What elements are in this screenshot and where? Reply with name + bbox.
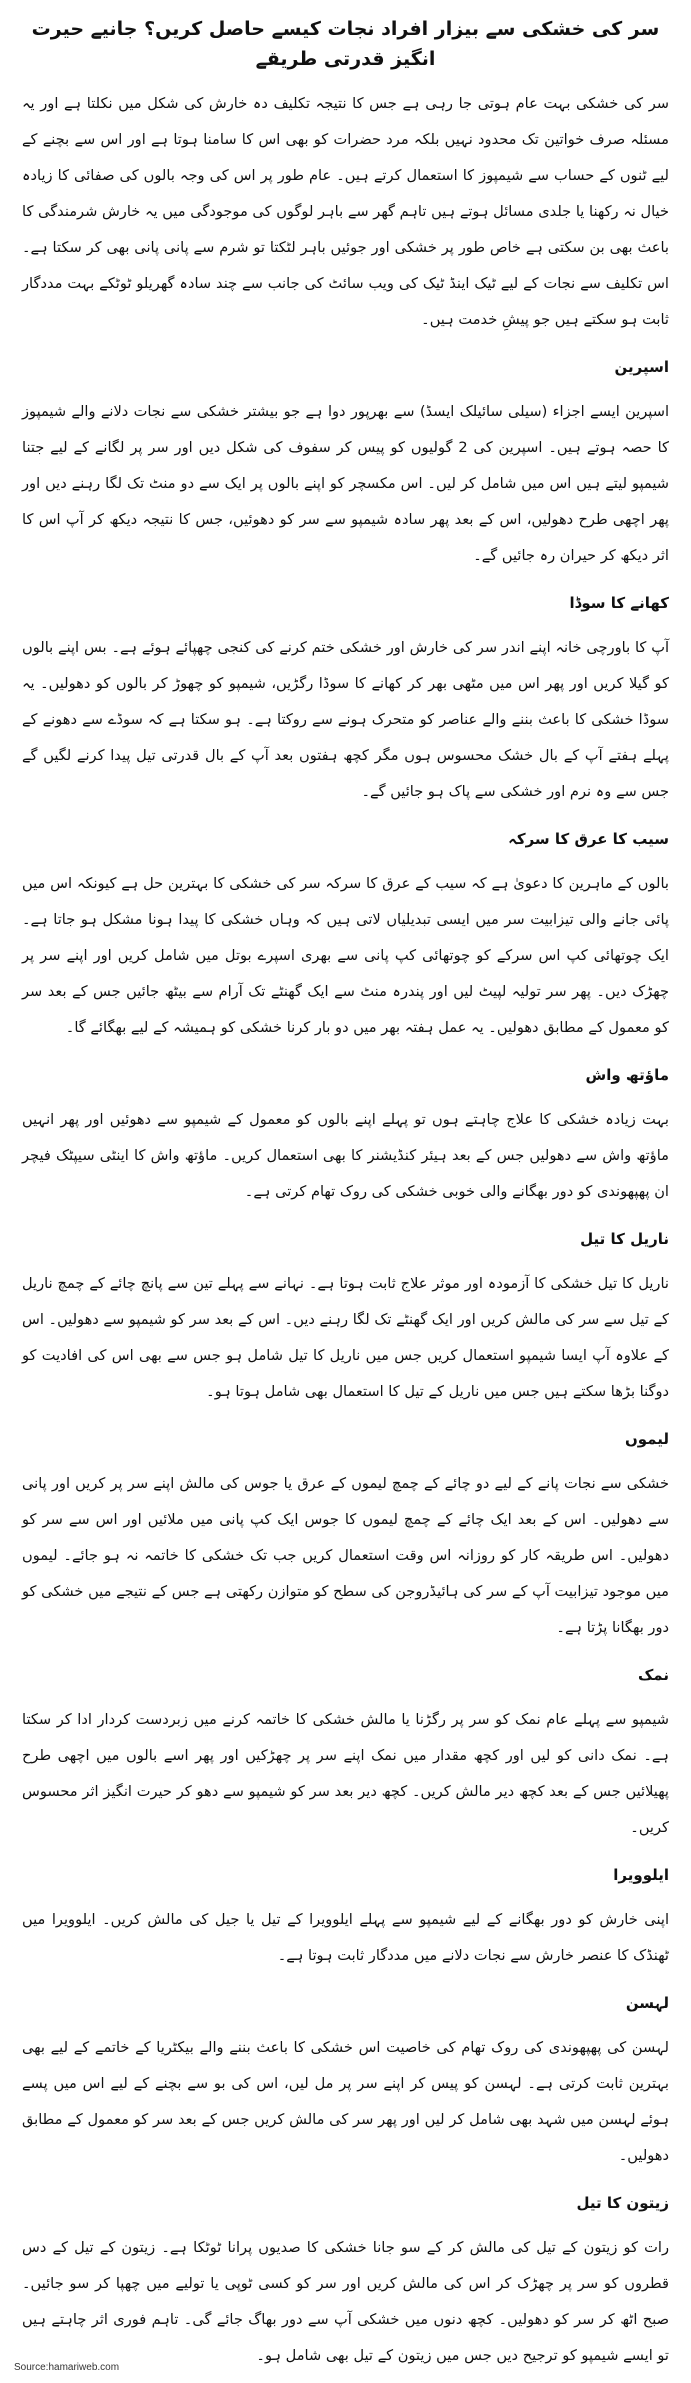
source-credit: Source:hamariweb.com bbox=[14, 2362, 120, 2373]
section-baking-soda bbox=[22, 588, 669, 810]
article-intro: سر کی خشکی بہت عام ہوتی جا رہی ہے جس کا نتیجہ تکلیف دہ خارش کی شکل میں نکلتا ہے اور یہ مسئلہ صرف خواتین تک محدود نہیں بلکہ مرد حضرات کو بھی اس کا سامنا ہوتا ہے اور اس سے بچنے کے لیے ٹنوں کے حساب سے شیمپوز کا استعمال کرتے ہیں۔ عام طور پر اس کی وجہ بالوں کی صفائی کا زیادہ خیال نہ رکھنا یا جلدی مسائل ہوتے ہیں تاہم گھر سے باہر لوگوں کی موجودگی میں یہ خارش شرمندگی کا باعث بھی بن سکتی ہے خاص طور پر خشکی اور جوئیں باہر لٹکتا تو شرم سے پانی پانی بھی کر سکتا ہے۔ اس تکلیف سے نجات کے لیے ٹیک اینڈ ٹیک کی ویب سائٹ کی جانب سے چند سادہ گھریلو ٹوٹکے بہت مددگار ثابت ہو سکتے ہیں جو پیشِ خدمت ہیں۔ bbox=[22, 95, 669, 328]
section-heading: ایلوویرا bbox=[613, 1866, 669, 1884]
section-mouthwash bbox=[22, 1060, 669, 1210]
section-heading: زیتون کا تیل bbox=[576, 2194, 669, 2212]
section-text: لہسن کی پھپھوندی کی روک تھام کی خاصیت اس خشکی کا باعث بننے والے بیکٹریا کے خاتمے کے لیے بھی بہترین ثابت کرتی ہے۔ لہسن کو پیس کر اپنے سر پر مل لیں، اس کی بو سے بچنے کے لیے اس میں پسے ہوئے لہسن میں شہد بھی شامل کر لیں اور پھر سر کی مالش کریں جس کے بعد سر کو معمول کے مطابق دھولیں۔ bbox=[22, 2039, 669, 2164]
section-aspirin bbox=[22, 352, 669, 574]
section-heading: سیب کا عرق کا سرکہ bbox=[508, 830, 669, 848]
section-apple-vinegar bbox=[22, 824, 669, 1046]
section-heading: کھانے کا سوڈا bbox=[569, 594, 669, 612]
section-text: اپنی خارش کو دور بھگانے کے لیے شیمپو سے پہلے ایلوویرا کے تیل یا جیل کی مالش کریں۔ ایلوویرا میں ٹھنڈک کا عنصر خارش سے نجات دلانے میں مددگار ثابت ہوتا ہے۔ bbox=[22, 1911, 669, 1964]
section-salt bbox=[22, 1660, 669, 1846]
section-text: خشکی سے نجات پانے کے لیے دو چائے کے چمچ لیموں کے عرق یا جوس کی مالش اپنے سر پر کریں اور پانی سے دھولیں۔ اس کے بعد ایک چائے کے چمچ لیموں کا جوس ایک کپ پانی میں ملائیں اور اس سے سر کو دھولیں۔ اس طریقہ کار کو روزانہ اس وقت استعمال کریں جب تک خشکی کا خاتمہ نہ ہو جائے۔ لیموں میں موجود تیزابیت آپ کے سر کی ہائیڈروجن کی سطح کو متوازن رکھتی ہے جس کے نتیجے میں خشکی کو دور بھگانا پڑتا ہے۔ bbox=[22, 1475, 669, 1636]
section-olive-oil bbox=[22, 2188, 669, 2374]
section-text: آپ کا باورچی خانہ اپنے اندر سر کی خارش اور خشکی ختم کرنے کی کنجی چھپائے ہوئے ہے۔ بس اپنے بالوں کو گیلا کریں اور پھر اس میں مٹھی بھر کر کھانے کا سوڈا رگڑیں، شیمپو کو چھوڑ کر بالوں کو دھولیں۔ یہ سوڈا خشکی کا باعث بننے والے عناصر کو متحرک ہونے سے روکتا ہے۔ ہو سکتا ہے کہ سوڈے سے دھونے کے پہلے ہفتے آپ کے بال خشک محسوس ہوں مگر کچھ ہفتوں بعد آپ کے بال قدرتی تیل پیدا کرنے لگیں گے جس سے وہ نرم اور خشکی سے پاک ہو جائیں گے۔ bbox=[22, 639, 669, 800]
section-heading: لہسن bbox=[625, 1994, 669, 2012]
section-text: ناریل کا تیل خشکی کا آزمودہ اور موثر علاج ثابت ہوتا ہے۔ نہانے سے پہلے تین سے پانچ چائے کے چمچ ناریل کے تیل سے سر کی مالش کریں اور ایک گھنٹے تک لگا رہنے دیں۔ اس کے بعد سر کو شیمپو سے دھولیں۔ اس کے علاوہ آپ ایسا شیمپو استعمال کریں جس میں ناریل کا تیل شامل ہو جس سے بھی اس کی افادیت کو دوگنا بڑھا سکتے ہیں جس میں ناریل کے تیل کا استعمال بھی شامل ہوتا ہو۔ bbox=[22, 1275, 669, 1400]
section-heading: لیموں bbox=[624, 1430, 669, 1448]
section-coconut-oil bbox=[22, 1224, 669, 1410]
section-text: شیمپو سے پہلے عام نمک کو سر پر رگڑنا یا مالش خشکی کا خاتمہ کرنے میں زبردست کردار ادا کر سکتا ہے۔ نمک دانی کو لیں اور کچھ مقدار میں نمک اپنے سر پر چھڑکیں اور پھر اسے بالوں میں اچھی طرح پھیلائیں جس کے بعد کچھ دیر مالش کریں۔ کچھ دیر بعد سر کو شیمپو سے دھو کر حیرت انگیز اثر محسوس کریں۔ bbox=[22, 1711, 669, 1836]
section-text: بالوں کے ماہرین کا دعویٰ ہے کہ سیب کے عرق کا سرکہ سر کی خشکی کا بہترین حل ہے کیونکہ اس میں پائی جانے والی تیزابیت سر میں ایسی تبدیلیاں لاتی ہیں کہ وہاں خشکی کا پیدا ہونا مشکل ہو جاتا ہے۔ ایک چوتھائی کپ اس سرکے کو چوتھائی کپ پانی سے بھری اسپرے بوتل میں شامل کریں اور اپنے سر پر چھڑک دیں۔ پھر سر تولیہ لپیٹ لیں اور پندرہ منٹ سے ایک گھنٹے تک آرام سے بیٹھ جائیں جس کے بعد سر کو معمول کے مطابق دھولیں۔ یہ عمل ہفتہ بھر میں دو بار کرنا خشکی کو ہمیشہ کے لیے بھگائے گا۔ bbox=[22, 875, 669, 1036]
section-heading: نمک bbox=[637, 1666, 669, 1684]
section-lemon bbox=[22, 1424, 669, 1646]
article-title: سر کی خشکی سے بیزار افراد نجات کیسے حاصل کریں؟ جانیے حیرت انگیز قدرتی طریقے bbox=[31, 18, 660, 70]
section-text: رات کو زیتون کے تیل کی مالش کر کے سو جانا خشکی کا صدیوں پرانا ٹوٹکا ہے۔ زیتون کے تیل کے دس قطروں کو سر پر چھڑک کر اس کی مالش کریں اور سر کو کسی ٹوپی یا تولیے میں چھپا کر سو جائیں۔ صبح اٹھ کر سر کو دھولیں۔ کچھ دنوں میں خشکی آپ سے دور بھاگ جائے گی۔ تاہم فوری اثر چاہتے ہیں تو ایسے شیمپو کو ترجیح دیں جس میں زیتون کے تیل بھی شامل ہو۔ bbox=[22, 2239, 669, 2364]
section-text: اسپرین ایسے اجزاء (سیلی سائیلک ایسڈ) سے بھرپور دوا ہے جو بیشتر خشکی سے نجات دلانے والے شیمپوز کا حصہ ہوتے ہیں۔ اسپرین کی 2 گولیوں کو پیس کر سفوف کی شکل دیں اور سر پر لگانے کے لیے جتنا شیمپو لیتے ہیں اس میں شامل کر لیں۔ اس مکسچر کو اپنے بالوں پر ایک سے دو منٹ تک لگا رہنے دیں اور پھر اچھی طرح دھولیں، اس کے بعد پھر سادہ شیمپو سے سر کو دھوئیں، جس کا نتیجہ دیکھ کر آپ اس کا اثر دیکھ کر حیران رہ جائیں گے۔ bbox=[22, 403, 670, 564]
section-aloe-vera bbox=[22, 1860, 669, 1974]
section-heading: ماؤتھ واش bbox=[585, 1066, 669, 1084]
section-garlic bbox=[22, 1988, 669, 2174]
section-text: بہت زیادہ خشکی کا علاج چاہتے ہوں تو پہلے اپنے بالوں کو معمول کے شیمپو سے دھوئیں اور پھر انہیں ماؤتھ واش سے دھولیں جس کے بعد ہیئر کنڈیشنر کا بھی استعمال کریں۔ ماؤتھ واش کا اینٹی سیپٹک فیچر ان پھپھوندی کو دور بھگانے والی خوبی خشکی کی روک تھام کرتی ہے۔ bbox=[22, 1111, 669, 1200]
section-heading: اسپرین bbox=[614, 358, 669, 376]
section-heading: ناریل کا تیل bbox=[580, 1230, 669, 1248]
